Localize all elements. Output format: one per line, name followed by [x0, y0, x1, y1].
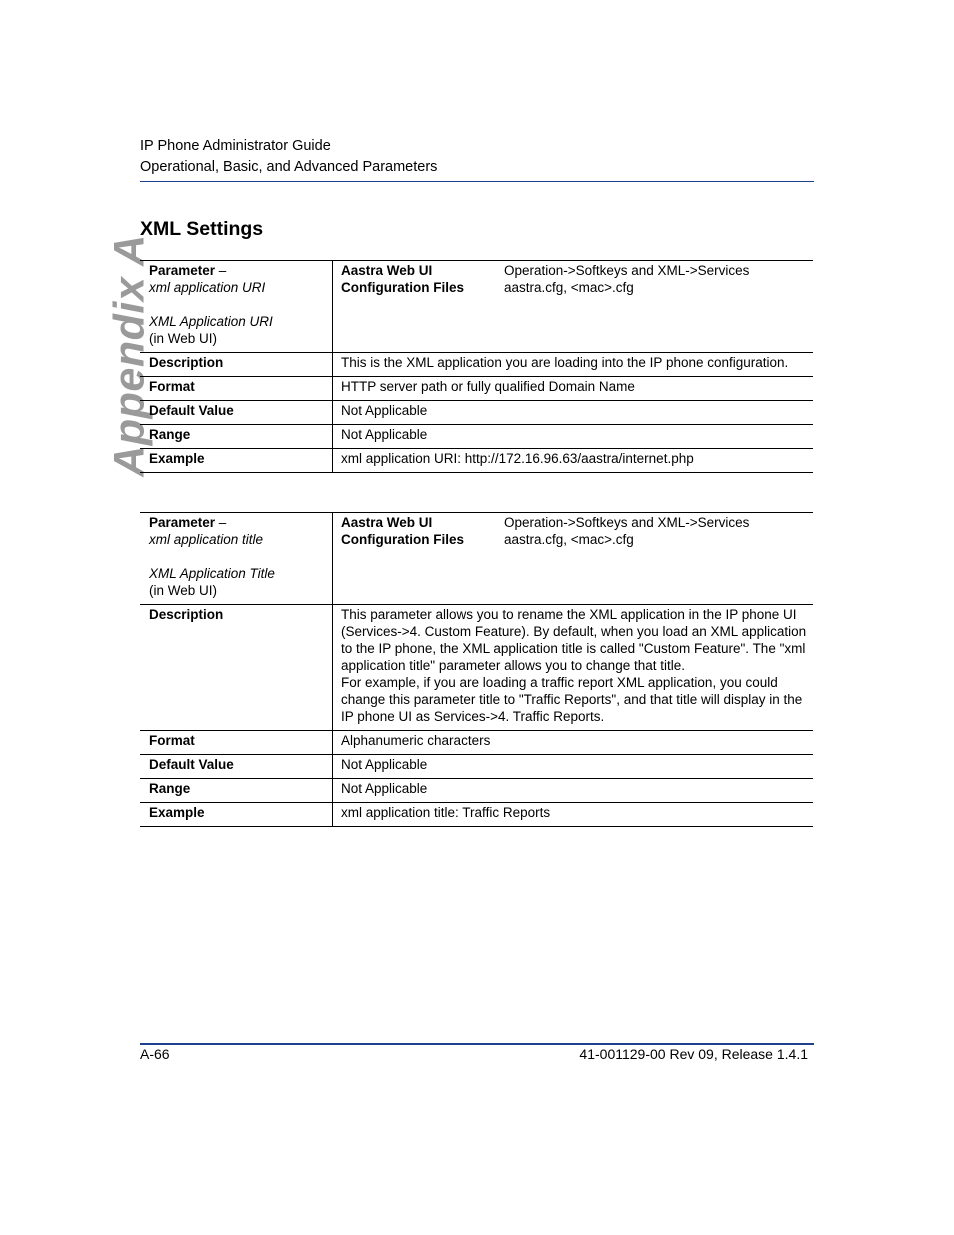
row-value: Not Applicable — [333, 425, 814, 449]
description-example-paragraph: For example, if you are loading a traffic report XML application, you could change this parameter title to "Traffic Reports", and that title will display in the IP phone UI as Services->4. Traffic Reports. — [341, 675, 803, 724]
row-value: Not Applicable — [333, 779, 814, 803]
description-paragraph: This parameter allows you to rename the XML application in the IP phone UI (Services->4. Custom Feature). By default, when you load an XML application to the IP phone, the XML application title is called "Custom Feature". The "xml application title" parameter allows you to change that title. — [341, 607, 807, 673]
table-header-row — [140, 513, 813, 605]
row-label: Description — [140, 605, 333, 731]
parameter-table-xml-application-title — [140, 512, 813, 827]
config-files-key: Configuration Files — [341, 532, 464, 547]
row-value: Not Applicable — [333, 755, 814, 779]
webui-value: Operation->Softkeys and XML->Services — [504, 263, 750, 278]
location-cell — [333, 261, 814, 353]
row-label: Format — [140, 731, 333, 755]
webui-suffix: (in Web UI) — [149, 331, 218, 346]
header-rule — [140, 181, 814, 182]
parameter-label: Parameter — [149, 515, 216, 530]
table-header-row — [140, 261, 813, 353]
row-label: Default Value — [140, 401, 333, 425]
row-value: xml application URI: http://172.16.96.63/aastra/internet.php — [333, 449, 814, 473]
webui-parameter-name: XML Application Title — [149, 566, 275, 581]
config-files-value: aastra.cfg, <mac>.cfg — [504, 280, 634, 295]
table-row — [140, 353, 813, 377]
row-value: xml application title: Traffic Reports — [333, 803, 814, 827]
table-row — [140, 605, 813, 731]
section-title: XML Settings — [140, 218, 264, 240]
webui-key: Aastra Web UI — [341, 263, 433, 278]
document-id: 41-001129-00 Rev 09, Release 1.4.1 — [579, 1046, 808, 1062]
parameter-dash: – — [215, 263, 227, 278]
page-header — [140, 136, 437, 178]
row-label: Example — [140, 449, 333, 473]
webui-parameter-name: XML Application URI — [149, 314, 273, 329]
row-label: Range — [140, 425, 333, 449]
table-row — [140, 755, 813, 779]
row-label: Example — [140, 803, 333, 827]
location-cell — [333, 513, 814, 605]
parameter-cell — [140, 261, 333, 353]
config-files-value: aastra.cfg, <mac>.cfg — [504, 532, 634, 547]
parameter-label: Parameter — [149, 263, 216, 278]
page-number: A-66 — [140, 1046, 170, 1062]
row-value — [333, 605, 814, 731]
webui-value: Operation->Softkeys and XML->Services — [504, 515, 750, 530]
table-row — [140, 401, 813, 425]
webui-key: Aastra Web UI — [341, 515, 433, 530]
row-value: HTTP server path or fully qualified Domain Name — [333, 377, 814, 401]
row-label: Range — [140, 779, 333, 803]
table-row — [140, 377, 813, 401]
table-row — [140, 779, 813, 803]
table-row — [140, 803, 813, 827]
parameter-name: xml application title — [149, 532, 264, 547]
parameter-table-xml-application-uri — [140, 260, 813, 473]
row-value: This is the XML application you are loading into the IP phone configuration. — [333, 353, 814, 377]
row-value: Alphanumeric characters — [333, 731, 814, 755]
table-row — [140, 731, 813, 755]
parameter-cell — [140, 513, 333, 605]
footer-rule — [140, 1043, 814, 1045]
table-row — [140, 425, 813, 449]
parameter-name: xml application URI — [149, 280, 266, 295]
parameter-dash: – — [215, 515, 227, 530]
row-label: Description — [140, 353, 333, 377]
header-subtitle: Operational, Basic, and Advanced Parameters — [140, 159, 438, 175]
row-label: Default Value — [140, 755, 333, 779]
appendix-label: Appendix A — [105, 233, 154, 477]
row-label: Format — [140, 377, 333, 401]
config-files-key: Configuration Files — [341, 280, 464, 295]
row-value: Not Applicable — [333, 401, 814, 425]
webui-suffix: (in Web UI) — [149, 583, 218, 598]
table-row — [140, 449, 813, 473]
header-title: IP Phone Administrator Guide — [140, 138, 331, 154]
